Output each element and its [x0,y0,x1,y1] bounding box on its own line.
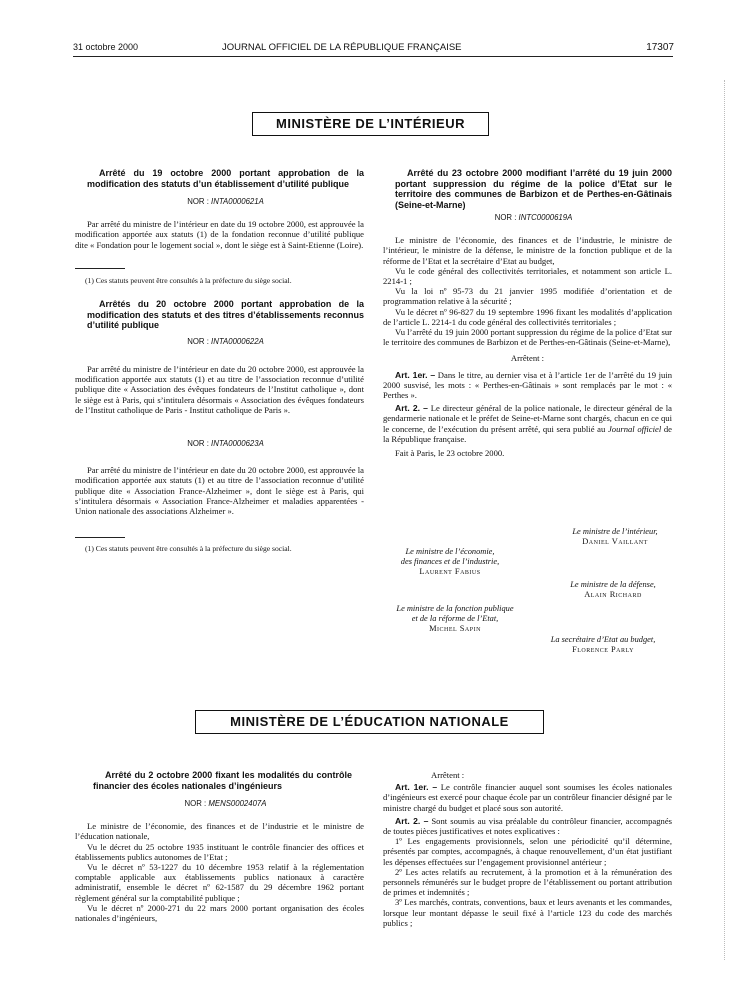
signature-interieur: Le ministre de l’intérieur, Daniel Vaillant [572,527,658,546]
article-1: Art. 1er. – Dans le titre, au dernier visa et à l’article 1er de l’arrêté du 19 juin 2000 susvisé, les mots : « Perthes-en-Gâtinais » sont remplacés par le mot : « Perthes ». [383,369,672,401]
edu-visa-2: Vu le décret nº 53-1227 du 10 décembre 1953 relatif à la réglementation comptable applicable aux établissements publics nationaux à caractère administratif, ensemble le décret nº 62-1587 du 29 décembre 1962 portant règlement général sur la comptabilité publique ; [75,862,364,903]
article-2: Art. 2. – Le directeur général de la police nationale, le directeur général de la gendarmerie nationale et le préfet de Seine-et-Marne sont chargés, chacun en ce qui le concerne, de l’exécution du présent arrêté, qui sera publié au Journal officiel de la République française. [383,403,672,444]
decree-title-1: Arrêté du 19 octobre 2000 portant approbation de la modification des statuts d’un établissement d’utilité publique [87,168,364,189]
visa-2: Vu la loi nº 95-73 du 21 janvier 1995 modifiée d’orientation et de programmation relative à la sécurité ; [383,286,672,307]
visa-1: Vu le code général des collectivités territoriales, et notamment son article L. 2214-1 ; [383,265,672,287]
preamble: Le ministre de l’économie, des finances et de l’industrie, le ministre de l’intérieur, le ministre de la défense, le ministre de la fonction publique et de la réforme de l’Etat et la secrétaire d’Etat au budget, [383,235,672,266]
decree-body-2: Par arrêté du ministre de l’intérieur en date du 20 octobre 2000, est approuvée la modification apportée aux statuts (1) et au titre de l’association reconnue d’utilité publique dite « Association des évêques fondateurs de l’Institut catholique », dont le siège est à Paris, qui s’intitulera désormais « Association des évêques fondateurs de l’Institut catholique de Paris - Institut catholique de Paris ». [75,364,364,415]
edu-item-1: 1º Les engagements provisionnels, selon une périodicité qu’il détermine, présentés par comptes, accompagnés, à chaque renouvellement, d’un état justifiant les dépenses effectuées sur l’engagement provisionnel antérieur ; [383,836,672,867]
footnote-2: (1) Ces statuts peuvent être consultés à la préfecture du siège social. [85,544,292,554]
decree-title-2: Arrêtés du 20 octobre 2000 portant approbation de la modification des statuts et des titres d’établissements reconnus d’utilité publique [87,299,364,331]
nor-ref-2: NOR : INTA0000622A [187,336,264,346]
visa-4: Vu l’arrêté du 19 juin 2000 portant suppression du régime de la police d’Etat sur le territoire des communes de Barbizon et de Perthes-en-Gâtinais (Seine-et-Marne), [383,327,672,348]
decree-title-3: Arrêté du 23 octobre 2000 modifiant l’arrêté du 19 juin 2000 portant suppression du régime de la police d’Etat sur le territoire des communes de Barbizon et de Perthes-en-Gâtinais (Seine-et-Marne) [395,168,672,210]
footnote-rule [75,537,125,538]
header-rule [73,56,673,57]
signature-fonction-publique: Le ministre de la fonction publique et de la réforme de l’Etat, Michel Sapin [396,604,514,633]
decree-title-4: Arrêté du 2 octobre 2000 fixant les modalités du contrôle financier des écoles nationales d’ingénieurs [93,770,352,791]
arretent: Arrêtent : [510,353,545,364]
footnote-1: (1) Ces statuts peuvent être consultés à la préfecture du siège social. [85,275,292,285]
edu-visa-1: Vu le décret du 25 octobre 1935 instituant le contrôle financier des offices et établissements publics autonomes de l’Etat ; [75,841,364,862]
signature-economie: Le ministre de l’économie, des finances et de l’industrie, Laurent Fabius [400,547,500,576]
edu-preamble: Le ministre de l’économie, des finances et de l’industrie et le ministre de l’éducation nationale, [75,821,364,842]
edu-arretent: Arrêtent : [431,770,465,780]
footnote-rule [75,268,125,269]
page-number: 17307 [646,42,674,53]
education-right-column [383,770,672,928]
header-date: 31 octobre 2000 [73,42,139,52]
signature-budget: La secrétaire d’Etat au budget, Florence Parly [550,635,656,654]
ministry-heading-interieur: MINISTÈRE DE L’INTÉRIEUR [252,112,489,136]
decree-body-1: Par arrêté du ministre de l’intérieur en date du 19 octobre 2000, est approuvée la modification apportée aux statuts (1) de la fondation reconnue d’utilité publique dite « Fondation pour le logement social », dont le siège est à Saint-Etienne (Loire). [75,219,364,250]
margin-mark [724,80,725,960]
nor-ref-3: NOR : INTA0000623A [187,439,264,449]
fait-a-paris: Fait à Paris, le 23 octobre 2000. [395,448,505,459]
left-column [75,168,364,554]
nor-ref-4: NOR : INTC0000619A [494,213,573,222]
journal-title: JOURNAL OFFICIEL DE LA RÉPUBLIQUE FRANÇAISE [222,42,462,53]
right-column [383,168,672,458]
nor-ref-5: NOR : MENS0002407A [184,799,267,808]
edu-item-2: 2º Les actes relatifs au recrutement, à la promotion et à la rémunération des personnels rémunérés sur le budget propre de l’établissement ou portant attribution de primes et indemnités ; [383,866,672,898]
edu-article-1: Art. 1er. – Le contrôle financier auquel sont soumises les écoles nationales d’ingénieurs est exercé pour chaque école par un contrôleur financier désigné par le ministre chargé du budget et placé sous son autorité. [383,782,672,813]
signature-defense: Le ministre de la défense, Alain Richard [570,580,656,599]
nor-ref-1: NOR : INTA0000621A [187,197,264,206]
education-left-column [75,770,364,923]
ministry-heading-education: MINISTÈRE DE L’ÉDUCATION NATIONALE [195,710,544,734]
edu-article-2: Art. 2. – Sont soumis au visa préalable du contrôleur financier, accompagnés de toutes pièces justificatives et notes explicatives : [383,815,672,837]
edu-visa-3: Vu le décret nº 2000-271 du 22 mars 2000 portant organisation des écoles nationales d’ingénieurs, [75,902,364,924]
edu-item-3: 3º Les marchés, contrats, conventions, baux et leurs avenants et les commandes, lorsque leur montant dépasse le seuil fixé à l’article 123 du code des marchés publics ; [383,897,672,928]
visa-3: Vu le décret nº 96-827 du 19 septembre 1996 fixant les modalités d’application de l’article L. 2214-1 du code général des collectivités territoriales ; [383,306,672,327]
decree-body-3: Par arrêté du ministre de l’intérieur en date du 20 octobre 2000, est approuvée la modification apportée aux statuts (1) et au titre de l’association reconnue d’utilité publique dite « Association France-Alzheimer », dont le siège est à Paris, qui s’intitulera désormais « Association France-Alzheimer et maladies apparentées - Union nationale des associations Alzheimer ». [75,465,364,517]
